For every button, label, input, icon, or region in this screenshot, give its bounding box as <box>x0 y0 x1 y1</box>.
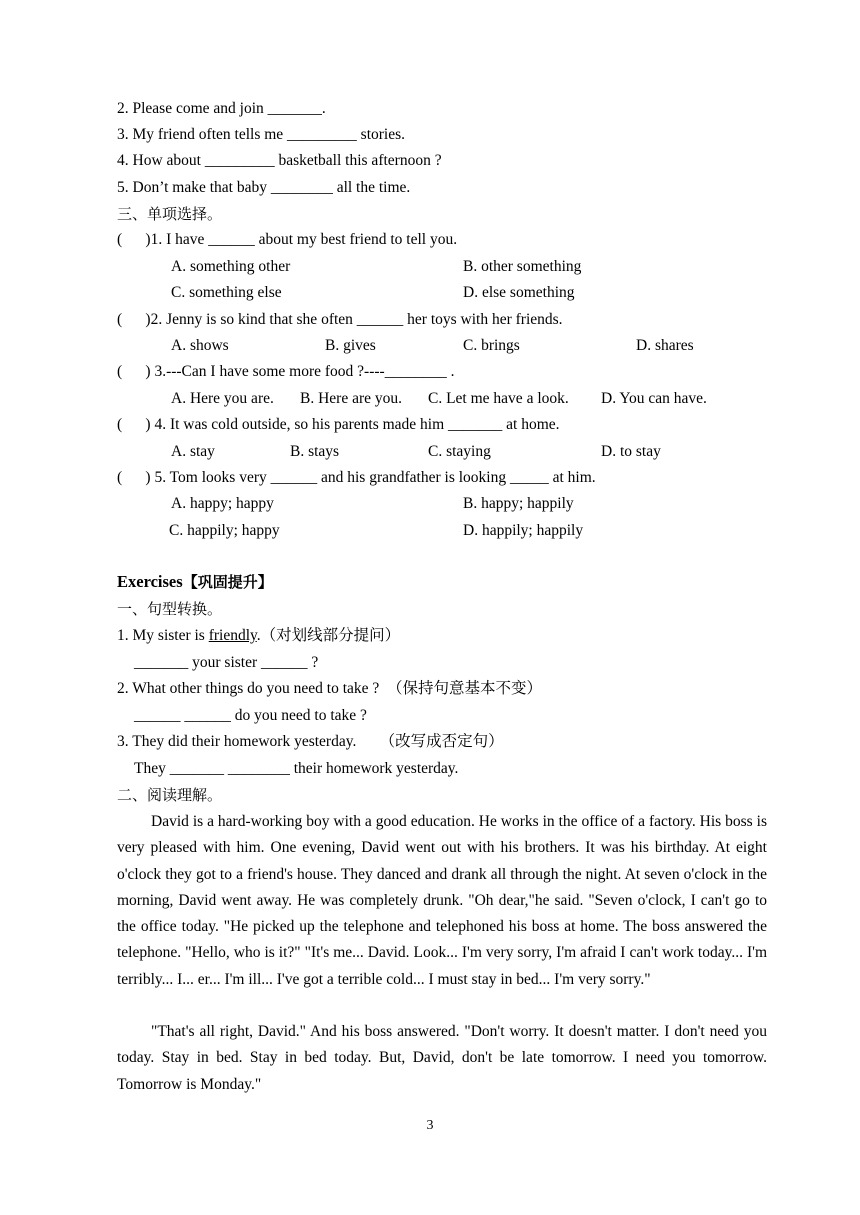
mcq-4-option-b: B. stays <box>290 443 340 460</box>
mcq-stem-5: ( ) 5. Tom looks very ______ and his grandfather is looking _____ at him. <box>117 469 596 486</box>
mcq-stem-4: ( ) 4. It was cold outside, so his parents made him _______ at home. <box>117 416 560 433</box>
mcq-3-option-b: B. Here are you. <box>300 390 402 407</box>
transform-q2-answer: ______ ______ do you need to take ? <box>134 707 367 724</box>
reading-paragraph-1: David is a hard-working boy with a good education. He works in the office of a factory. His boss is very pleased with him. One evening, David went out with his brothers. It was his birthday. At eight o'clock they got to a friend's house. They danced and drank all through the night. At seven o'clock in the morning, David went away. He was completely drunk. "Oh dear,"he said. "Seven o'clock, I can't go to the office today. "He picked up the telephone and telephoned his boss at home. The boss answered the telephone. "Hello, who is it?" "It's me... David. Look... I'm very sorry, I'm afraid I can't work today... I'm terribly... I... er... I'm ill... I've got a terrible cold... I must stay in bed... I'm very sorry." <box>117 813 767 988</box>
mcq-1-option-b: B. other something <box>463 258 582 275</box>
exercises-title-cn: 【巩固提升】 <box>182 573 273 591</box>
exercises-title-en: Exercises <box>117 572 183 591</box>
reading-paragraph-2: "That's all right, David." And his boss answered. "Don't worry. It doesn't matter. I don't need you today. Stay in bed. Stay in bed today. But, David, don't be late tomorrow. I need you tomorrow. Tomorrow is Monday." <box>117 1023 767 1093</box>
fill-item-3: 3. My friend often tells me _________ stories. <box>117 126 405 143</box>
section2-heading: 二、阅读理解。 <box>117 786 223 804</box>
q1-suffix: .（对划线部分提问） <box>256 627 401 644</box>
mcq-5-option-a: A. happy; happy <box>171 495 274 512</box>
transform-q2: 2. What other things do you need to take ? （保持句意基本不变） <box>117 680 543 697</box>
transform-q1-answer: _______ your sister ______ ? <box>134 654 319 671</box>
exercises-title <box>117 572 273 592</box>
mcq-5-option-c: C. happily; happy <box>169 522 280 539</box>
q1-prefix: 1. My sister is <box>117 627 209 644</box>
fill-item-2: 2. Please come and join _______. <box>117 100 326 117</box>
mcq-3-option-c: C. Let me have a look. <box>428 390 569 407</box>
fill-item-4: 4. How about _________ basketball this afternoon ? <box>117 152 442 169</box>
mcq-2-option-b: B. gives <box>325 337 376 354</box>
section1-heading: 一、句型转换。 <box>117 600 223 618</box>
mcq-5-option-b: B. happy; happily <box>463 495 574 512</box>
q1-underlined-word: friendly <box>208 627 257 644</box>
mcq-4-option-c: C. staying <box>428 443 491 460</box>
page-number: 3 <box>426 1118 434 1133</box>
mcq-1-option-c: C. something else <box>171 284 282 301</box>
mcq-2-option-d: D. shares <box>636 337 694 354</box>
mcq-stem-1: ( )1. I have ______ about my best friend to tell you. <box>117 231 458 248</box>
transform-q1 <box>117 626 400 646</box>
mcq-5-option-d: D. happily; happily <box>463 522 584 539</box>
mcq-1-option-a: A. something other <box>171 258 291 275</box>
transform-q3-answer: They _______ ________ their homework yesterday. <box>134 760 459 777</box>
fill-item-5: 5. Don’t make that baby ________ all the time. <box>117 179 411 196</box>
mcq-3-option-d: D. You can have. <box>601 390 707 407</box>
mcq-heading: 三、单项选择。 <box>117 205 223 223</box>
transform-q3: 3. They did their homework yesterday. （改写成否定句） <box>117 733 504 750</box>
mcq-4-option-d: D. to stay <box>601 443 661 460</box>
mcq-stem-2: ( )2. Jenny is so kind that she often ______ her toys with her friends. <box>117 311 563 328</box>
mcq-4-option-a: A. stay <box>171 443 215 460</box>
mcq-3-option-a: A. Here you are. <box>171 390 274 407</box>
mcq-2-option-a: A. shows <box>171 337 229 354</box>
mcq-1-option-d: D. else something <box>463 284 575 301</box>
mcq-stem-3: ( ) 3.---Can I have some more food ?----________ . <box>117 363 455 380</box>
mcq-2-option-c: C. brings <box>463 337 520 354</box>
